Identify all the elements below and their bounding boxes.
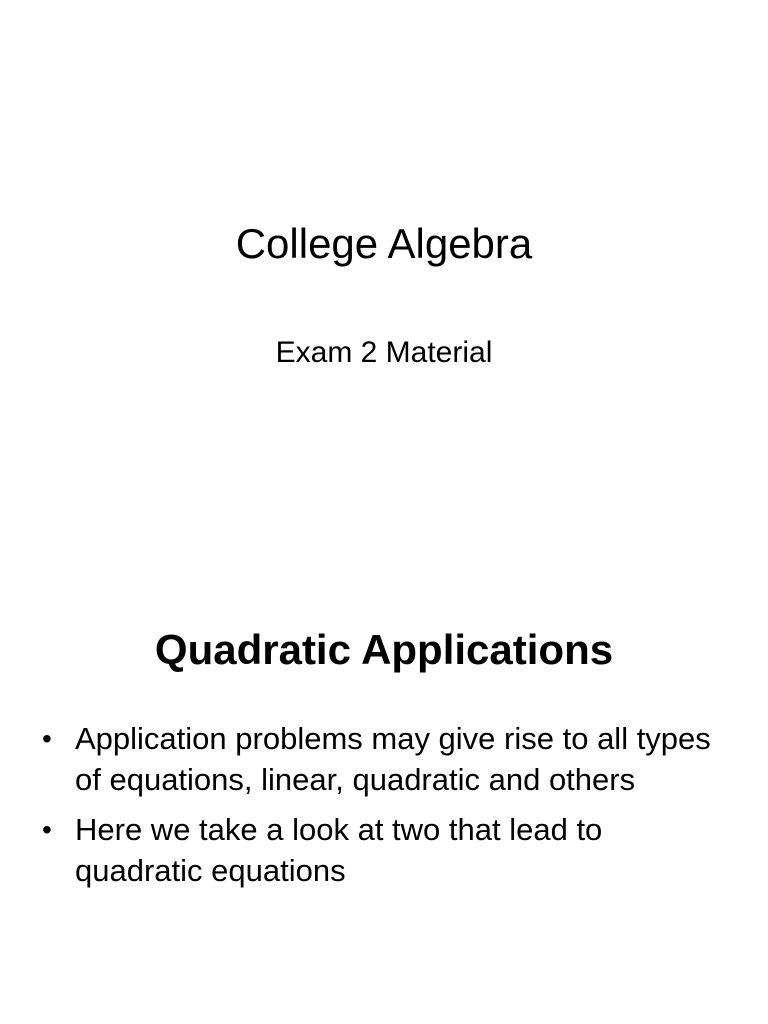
bullet-icon: •: [42, 723, 52, 754]
bullet-text: Here we take a look at two that lead to quadratic equations: [75, 812, 603, 888]
bullet-icon: •: [42, 814, 52, 845]
bullet-text: Application problems may give rise to all types of equations, linear, quadratic and others: [75, 721, 711, 797]
bullet-list: [40, 718, 720, 900]
slide-title: College Algebra: [235, 220, 533, 267]
content-slide: [0, 576, 768, 1024]
bullet-item: [40, 809, 720, 891]
bullet-item: [40, 718, 720, 800]
slide-heading: Quadratic Applications: [154, 626, 614, 673]
slide-subtitle: Exam 2 Material: [275, 336, 493, 369]
